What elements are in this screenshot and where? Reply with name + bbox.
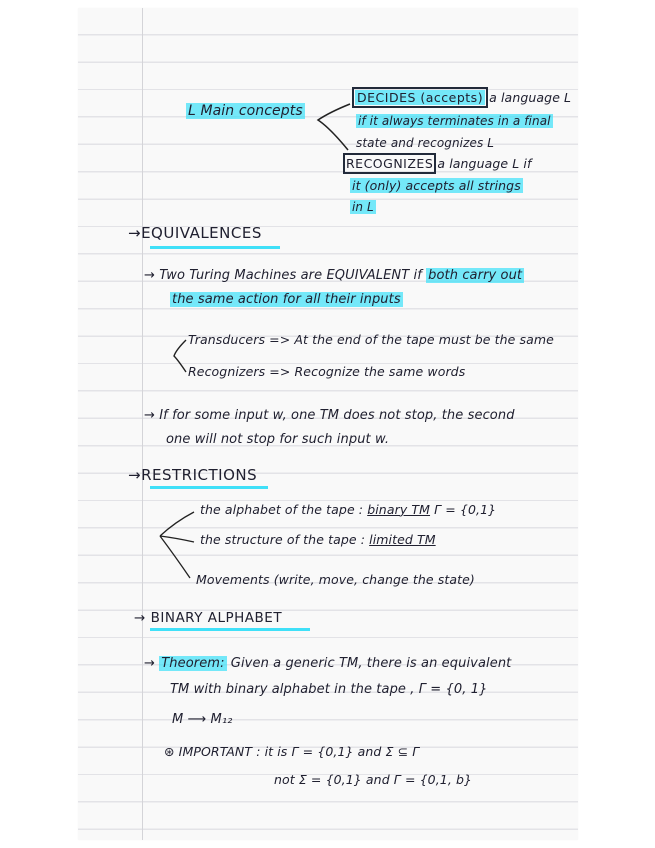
equivalent-line-1 — [144, 268, 524, 283]
mapping-line — [172, 712, 232, 727]
decides-line — [355, 90, 571, 105]
decides-line-2-text: if it always terminates in a final — [358, 114, 551, 128]
no-stop-line-1 — [144, 408, 515, 423]
heading-binary-alphabet-text: BINARY ALPHABET — [150, 610, 283, 626]
transducers-line — [188, 332, 554, 347]
decides-line-3-text: state and recognizes L — [356, 136, 495, 150]
heading-restrictions-text: RESTRICTIONS — [141, 466, 258, 484]
restriction-structure-b: limited TM — [369, 532, 436, 547]
not-line-text: not Σ = {0,1} and Γ = {0,1, b} — [274, 772, 473, 787]
heading-binary-alphabet — [134, 610, 282, 626]
branch-line-1 — [160, 512, 194, 536]
restriction-structure-a: the structure of the tape : — [200, 532, 366, 547]
recognizes-line-2 — [350, 178, 523, 193]
restriction-alphabet — [200, 502, 496, 517]
arrow-icon: → — [144, 268, 155, 283]
arrow-icon: → — [128, 224, 142, 242]
decides-line-2 — [356, 114, 553, 128]
theorem-label: Theorem: — [161, 656, 225, 671]
recognizers-line — [188, 364, 465, 379]
recognizes-box: RECOGNIZES — [346, 156, 434, 171]
restriction-movements-text: Movements (write, move, change the state) — [196, 572, 475, 587]
recognizes-rest: a language L if — [437, 156, 532, 171]
no-stop-line-1-text: If for some input w, one TM does not stop, the second — [159, 408, 515, 423]
restriction-alphabet-b: binary TM — [367, 502, 431, 517]
recognizes-line — [346, 156, 531, 171]
theorem-line-2-text: TM with binary alphabet in the tape , Γ = {0, 1} — [170, 682, 488, 697]
heading-equivalences — [128, 224, 262, 242]
arrow-icon: → — [128, 466, 142, 484]
decides-box: DECIDES (accepts) — [357, 90, 484, 105]
important-text: IMPORTANT : it is Γ = {0,1} and Σ ⊆ Γ — [178, 744, 420, 759]
mapping-text: M ⟶ M₁₂ — [172, 712, 233, 727]
underline-restrictions — [150, 486, 268, 489]
restriction-movements — [196, 572, 475, 587]
brace-transducers — [174, 340, 186, 372]
arrow-icon: → — [144, 408, 155, 423]
restriction-alphabet-c: Γ = {0,1} — [434, 502, 497, 517]
no-stop-line-2 — [166, 432, 389, 447]
important-icon: ⊛ — [164, 744, 175, 759]
branch-line-2 — [160, 536, 194, 542]
underline-binary — [150, 628, 310, 631]
equivalent-line-1a: Two Turing Machines are EQUIVALENT if — [159, 268, 422, 283]
decides-line-3 — [356, 136, 494, 150]
equivalent-line-1b: both carry out — [428, 268, 523, 283]
main-concepts-label — [186, 103, 305, 119]
equivalent-line-2-text: the same action for all their inputs — [172, 292, 401, 307]
equivalent-line-2 — [170, 292, 403, 307]
arrow-icon: → — [144, 656, 155, 671]
no-stop-line-2-text: one will not stop for such input w. — [166, 432, 390, 447]
recognizes-line-3-text: in L — [352, 200, 374, 214]
underline-equivalences — [150, 246, 280, 249]
not-line — [274, 772, 472, 787]
restriction-alphabet-a: the alphabet of the tape : — [200, 502, 364, 517]
brace-main-concepts — [318, 104, 350, 150]
arrow-icon: → — [134, 610, 146, 626]
heading-equivalences-text: EQUIVALENCES — [141, 224, 262, 242]
heading-restrictions — [128, 466, 257, 484]
recognizers-text: Recognizers => Recognize the same words — [188, 364, 466, 379]
decides-rest: a language L — [489, 90, 572, 105]
theorem-line-1-text: Given a generic TM, there is an equivalent — [230, 656, 512, 671]
theorem-line-1 — [144, 656, 511, 671]
branch-line-3 — [160, 536, 190, 578]
transducers-text: Transducers => At the end of the tape must be the same — [188, 332, 554, 347]
recognizes-line-2-text: it (only) accepts all strings — [352, 178, 521, 193]
restriction-structure — [200, 532, 436, 547]
main-concepts-text: L Main concepts — [188, 103, 303, 119]
recognizes-line-3 — [350, 200, 376, 214]
theorem-line-2 — [170, 682, 487, 697]
important-line — [164, 744, 419, 759]
